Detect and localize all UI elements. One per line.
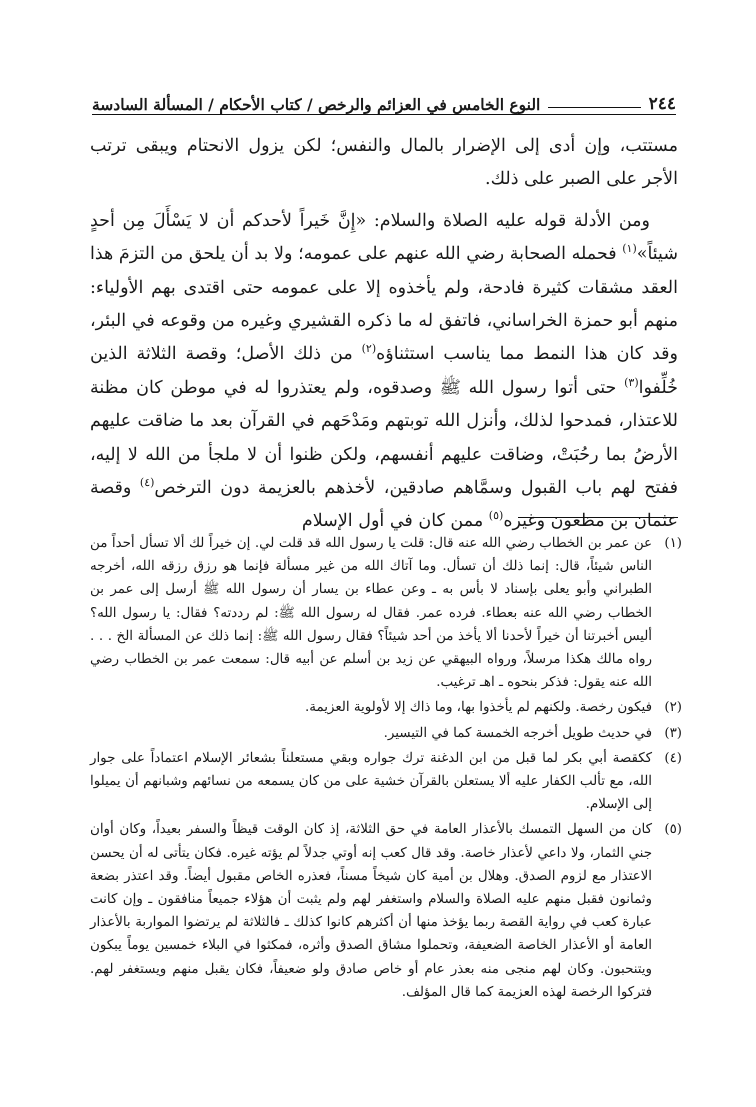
footnote-1 xyxy=(90,532,682,694)
paragraph-2-part-f: ممن كان في أول الإسلام xyxy=(301,511,489,532)
footnote-4 xyxy=(90,747,682,817)
footnote-text: كان من السهل التمسك بالأعذار العامة في حق الثلاثة، إذ كان الوقت قيظاً والسفر بعيداً، وكان أوان جني الثمار، ولا داعي لأعذار خاصة. وقد قال كعب إنه أوتي جدلاً لم يؤته غيره. فكان يتأتى له أن يحسن الاعتذار مع لزوم الصدق. وهلال بن أمية كان شيخاً مسناً، فعذره الخاص مقبول أيضاً. وقد اعتذر بضعة وثمانون فقبل منهم عليه الصلاة والسلام واستغفر لهم ولم يثبت أن هؤلاء جميعاً منافقون ـ وإن كانت عبارة كعب في رواية القصة ربما يؤخذ منها أن أكثرهم كانوا كذلك ـ فالثلاثة لم يرتضوا المواربة بالأعذار العامة أو الأعذار الخاصة الضعيفة، وتحملوا مشاق الصدق وأثره، فمكثوا في البلاء خمسين يوماً يبكون ويتنحبون. وكان لهم منجى منه بعذر عام أو خاص صادق ولو ضعيفاً، فكان يقبل منهم ويستغفر لهم. فتركوا الرخصة لهذه العزيمة كما قال المؤلف. xyxy=(90,822,652,1000)
footnote-number: (٣) xyxy=(664,725,682,741)
footnote-ref-5: (٥) xyxy=(488,509,504,523)
footnote-number: (٥) xyxy=(664,822,682,838)
footnote-ref-2: (٢) xyxy=(361,342,377,356)
footnote-2 xyxy=(90,696,682,719)
paragraph-2 xyxy=(90,205,678,539)
footnote-ref-3: (٣) xyxy=(624,376,639,390)
paragraph-2-part-c: من ذلك الأصل؛ وقصة الثلاثة الذين خُلِّفوا xyxy=(90,344,678,398)
footnote-ref-4: (٤) xyxy=(139,476,155,490)
footnote-number: (٢) xyxy=(664,700,682,716)
footnote-5 xyxy=(90,818,682,1004)
paragraph-1: مستتب، وإن أدى إلى الإضرار بالمال والنفس؛ لكن يزول الانحتام ويبقى ترتب الأجر على الصبر على ذلك. xyxy=(90,136,678,190)
footnote-separator xyxy=(518,517,678,518)
footnote-ref-1: (١) xyxy=(622,242,637,256)
running-header xyxy=(92,88,676,115)
footnote-text: فيكون رخصة. ولكنهم لم يأخذوا بها، وما ذاك إلا لأولوية العزيمة. xyxy=(305,700,652,716)
footnote-text: عن عمر بن الخطاب رضي الله عنه قال: قلت يا رسول الله قد قلت لي. إن خيراً لك ألا تسأل أحداً من الناس شيئاً، قال: إنما ذلك أن تسأل. وما آتاك الله من غير مسألة فإنما هو رزق رزقه الله، أخرجه الطبراني وأبو يعلى بإسناد لا بأس به ـ وعن عطاء بن يسار أن رسول الله ﷺ أرسل إلى عمر بن الخطاب رضي الله عنه بعطاء. فرده عمر. فقال له رسول الله ﷺ: لم رددته؟ فقال: يا رسول الله؟ أليس أخبرتنا أن خيراً لأحدنا ألا يأخذ من أحد شيئاً؟ فقال رسول الله ﷺ: إنما ذلك عن المسألة الخ . . . رواه مالك هكذا مرسلاً، ورواه البيهقي عن زيد بن أسلم عن أبيه قال: سمعت عمر بن الخطاب رضي الله عنه يقول: فذكر بنحوه ـ اهـ ترغيب. xyxy=(90,536,652,691)
header-title: النوع الخامس في العزائم والرخص / كتاب الأحكام / المسألة السادسة xyxy=(92,95,541,114)
header-dash xyxy=(548,107,640,108)
main-text xyxy=(90,130,678,539)
footnote-text: في حديث طويل أخرجه الخمسة كما في التيسير. xyxy=(383,725,652,741)
footnotes xyxy=(90,532,682,1006)
page-number: ٢٤٤ xyxy=(648,94,676,114)
footnote-number: (١) xyxy=(664,536,682,551)
footnote-number: (٤) xyxy=(664,750,682,766)
paragraph-2-part-a: ومن الأدلة قوله عليه الصلاة والسلام: «إِنَّ خَيراً لأحدكم أن لا يَسْأَلَ مِن أحدٍ شيئاً» xyxy=(90,210,678,265)
paragraph-2-part-e: وقصة عثمان بن مظعون وغيره xyxy=(90,478,678,532)
paragraph-2-part-d: حتى أتوا رسول الله ﷺ وصدقوه، ولم يعتذروا له في موطن كان مظنة للاعتذار، فمدحوا لذلك، وأنزل الله توبتهم ومَدْحَهم في القرآن بعد ما ضاقت عليهم الأرضُ بما رحُبَتْ، وضاقت عليهم أنفسهم، ولكن ظنوا أن لا ملجأ من الله لا إليه، ففتح لهم باب القبول وسمَّاهم صادقين، لأخذهم بالعزيمة دون الترخص xyxy=(90,377,678,499)
paragraph-2-part-b: فحمله الصحابة رضي الله عنهم على عمومه؛ ولا بد أن يلحق من التزمَ هذا العقد مشقات كثيرة فادحة، ولم يأخذوه إلا على عمومه حتى اقتدى بهم الأولياء: منهم أبو حمزة الخراساني، فاتفق له ما ذكره القشيري وغيره من وقوعه في البئر، وقد كان هذا النمط مما يناسب استثناؤه xyxy=(90,244,678,365)
footnote-3 xyxy=(90,722,682,745)
footnote-text: ككقصة أبي بكر لما قبل من ابن الدغنة ترك جواره وبقي مستعلناً بشعائر الإسلام اعتماداً على جوار الله، مع تألب الكفار عليه ألا يستعلن بالقرآن خشية على من كان يسمعه من نسائهم وشبانهم أن يميلوا إلى الإسلام. xyxy=(90,750,652,813)
